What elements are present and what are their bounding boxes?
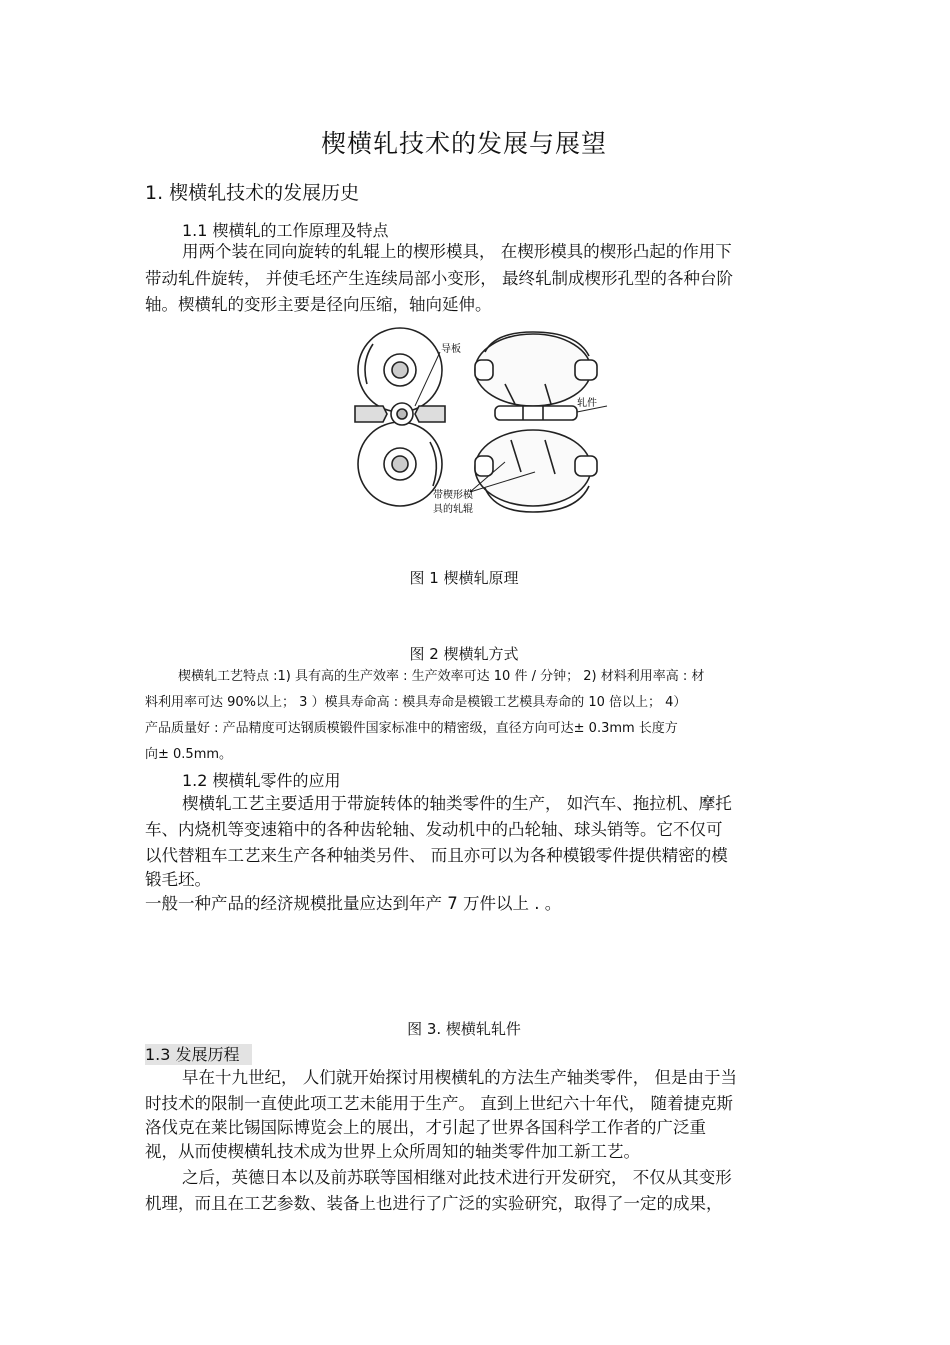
document-title: 楔横轧技术的发展与展望 [320,129,607,158]
features-line: 产品质量好 : 产品精度可达钢质模锻件国家标准中的精密级，直径方向可达± 0.3mm 长度方 [145,721,678,736]
paragraph-line: 用两个装在同向旋转的轧辊上的楔形模具， 在楔形模具的楔形凸起的作用下 [182,242,732,261]
features-line: 向± 0.5mm。 [145,747,233,762]
paragraph-line: 一般一种产品的经济规模批量应达到年产 7 万件以上 . 。 [145,894,562,913]
label-workpiece: 轧件 [577,398,597,409]
label-roll-line1: 带楔形模 [433,490,473,501]
features-line: 楔横轧工艺特点 :1) 具有高的生产效率 : 生产效率可达 10 件 / 分钟； 2) 材料利用率高 : 材 [178,669,705,684]
paragraph-line: 车、内烧机等变速箱中的各种齿轮轴、发动机中的凸轮轴、球头销等。它不仅可 [145,820,723,839]
paragraph-line: 以代替粗车工艺来生产各种轴类另件、 而且亦可以为各种模锻零件提供精密的模 [145,846,728,865]
subsection-1-3-heading-text: 1.3 发展历程 [145,1044,252,1065]
subsection-1-3-heading [145,1042,252,1065]
features-line: 料利用率可达 90%以上； 3 ）模具寿命高 : 模具寿命是模锻工艺模具寿命的 10 倍以上； 4） [145,695,687,710]
paragraph-line: 锻毛坯。 [145,870,211,889]
subsection-1-1-heading: 1.1 楔横轧的工作原理及特点 [182,221,389,240]
figure-2-caption: 图 2 楔横轧方式 [409,645,519,663]
subsection-1-2-heading: 1.2 楔横轧零件的应用 [182,771,341,790]
paragraph-line: 洛伐克在莱比锡国际博览会上的展出，才引起了世界各国科学工作者的广泛重 [145,1118,706,1137]
paragraph-line: 视，从而使楔横轧技术成为世界上众所周知的轴类零件加工新工艺。 [145,1142,640,1161]
figure-3-caption: 图 3. 楔横轧轧件 [407,1020,521,1038]
guide-plate [415,406,445,422]
section-1-heading: 1. 楔横轧技术的发展历史 [145,182,360,204]
figure-1-caption: 图 1 楔横轧原理 [409,569,519,587]
paragraph-line: 楔横轧工艺主要适用于带旋转体的轴类零件的生产， 如汽车、拖拉机、摩托 [182,794,732,813]
guide-plate [355,406,387,422]
figure-1-diagram [345,322,615,522]
paragraph-line: 之后，英德日本以及前苏联等国相继对此技术进行开发研究， 不仅从其变形 [182,1168,732,1187]
paragraph-line: 早在十九世纪， 人们就开始探讨用楔横轧的方法生产轴类零件， 但是由于当 [182,1068,737,1087]
paragraph-line: 带动轧件旋转， 并使毛坯产生连续局部小变形， 最终轧制成楔形孔型的各种台阶 [145,269,733,288]
paragraph-line: 机理，而且在工艺参数、装备上也进行了广泛的实验研究，取得了一定的成果， [145,1194,723,1213]
label-roll-line2: 具的轧辊 [433,504,473,515]
label-guide-plate: 导板 [441,344,461,355]
paragraph-line: 轴。楔横轧的变形主要是径向压缩，轴向延伸。 [145,295,492,314]
paragraph-line: 时技术的限制一直使此项工艺未能用于生产。 直到上世纪六十年代， 随着捷克斯 [145,1094,733,1113]
